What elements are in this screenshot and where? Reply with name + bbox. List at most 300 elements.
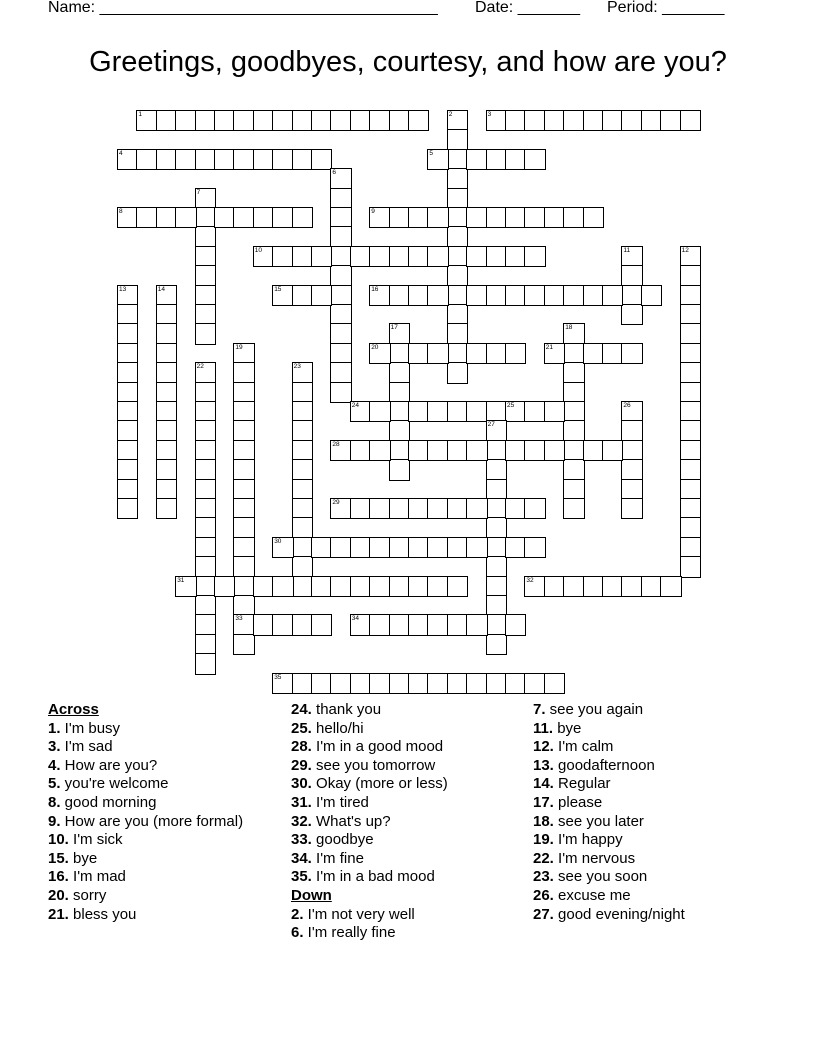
grid-cell[interactable] (408, 498, 429, 519)
grid-cell[interactable] (369, 498, 390, 519)
grid-cell[interactable] (233, 420, 254, 441)
grid-cell[interactable] (621, 285, 642, 306)
grid-cell[interactable] (641, 110, 662, 131)
grid-cell[interactable] (505, 673, 526, 694)
grid-cell[interactable] (195, 653, 216, 674)
grid-cell[interactable] (214, 110, 235, 131)
grid-cell[interactable] (292, 479, 313, 500)
grid-cell[interactable] (195, 401, 216, 422)
grid-cell[interactable] (389, 382, 410, 403)
grid-cell[interactable] (117, 382, 138, 403)
grid-cell[interactable] (233, 576, 254, 597)
grid-cell[interactable] (447, 323, 468, 344)
grid-cell[interactable] (447, 129, 468, 150)
grid-cell[interactable] (447, 285, 468, 306)
grid-cell[interactable] (156, 479, 177, 500)
grid-cell[interactable] (233, 479, 254, 500)
grid-cell[interactable] (486, 110, 507, 131)
grid-cell[interactable] (680, 265, 701, 286)
grid-cell[interactable] (214, 207, 235, 228)
grid-cell[interactable] (427, 614, 448, 635)
grid-cell[interactable] (330, 226, 351, 247)
grid-cell[interactable] (195, 634, 216, 655)
grid-cell[interactable] (233, 362, 254, 383)
grid-cell[interactable] (427, 440, 448, 461)
grid-cell[interactable] (389, 343, 410, 364)
grid-cell[interactable] (350, 576, 371, 597)
grid-cell[interactable] (447, 304, 468, 325)
grid-cell[interactable] (292, 576, 313, 597)
grid-cell[interactable] (195, 479, 216, 500)
grid-cell[interactable] (563, 382, 584, 403)
grid-cell[interactable] (544, 673, 565, 694)
grid-cell[interactable] (544, 343, 565, 364)
grid-cell[interactable] (680, 110, 701, 131)
grid-cell[interactable] (583, 207, 604, 228)
grid-cell[interactable] (680, 440, 701, 461)
grid-cell[interactable] (156, 343, 177, 364)
grid-cell[interactable] (680, 498, 701, 519)
grid-cell[interactable] (602, 343, 623, 364)
grid-cell[interactable] (195, 382, 216, 403)
grid-cell[interactable] (602, 110, 623, 131)
grid-cell[interactable] (447, 149, 468, 170)
grid-cell[interactable] (641, 576, 662, 597)
grid-cell[interactable] (602, 576, 623, 597)
grid-cell[interactable] (486, 576, 507, 597)
grid-cell[interactable] (466, 246, 487, 267)
grid-cell[interactable] (466, 537, 487, 558)
grid-cell[interactable] (447, 226, 468, 247)
grid-cell[interactable] (350, 440, 371, 461)
grid-cell[interactable] (195, 614, 216, 635)
grid-cell[interactable] (621, 440, 642, 461)
grid-cell[interactable] (466, 440, 487, 461)
grid-cell[interactable] (427, 149, 448, 170)
grid-cell[interactable] (505, 537, 526, 558)
grid-cell[interactable] (466, 149, 487, 170)
grid-cell[interactable] (389, 459, 410, 480)
grid-cell[interactable] (311, 285, 332, 306)
grid-cell[interactable] (156, 401, 177, 422)
grid-cell[interactable] (253, 149, 274, 170)
grid-cell[interactable] (583, 110, 604, 131)
grid-cell[interactable] (408, 207, 429, 228)
grid-cell[interactable] (486, 479, 507, 500)
grid-cell[interactable] (195, 246, 216, 267)
grid-cell[interactable] (350, 537, 371, 558)
grid-cell[interactable] (447, 440, 468, 461)
grid-cell[interactable] (350, 673, 371, 694)
grid-cell[interactable] (524, 246, 545, 267)
grid-cell[interactable] (486, 420, 507, 441)
grid-cell[interactable] (369, 440, 390, 461)
grid-cell[interactable] (253, 576, 274, 597)
grid-cell[interactable] (389, 207, 410, 228)
period-field[interactable]: Period: _______ (607, 0, 725, 16)
grid-cell[interactable] (292, 614, 313, 635)
grid-cell[interactable] (389, 362, 410, 383)
grid-cell[interactable] (253, 614, 274, 635)
grid-cell[interactable] (330, 323, 351, 344)
grid-cell[interactable] (195, 537, 216, 558)
grid-cell[interactable] (311, 246, 332, 267)
grid-cell[interactable] (117, 440, 138, 461)
grid-cell[interactable] (292, 440, 313, 461)
grid-cell[interactable] (292, 149, 313, 170)
name-field[interactable]: Name: ______________________________________ (48, 0, 438, 16)
grid-cell[interactable] (466, 401, 487, 422)
grid-cell[interactable] (311, 537, 332, 558)
grid-cell[interactable] (117, 498, 138, 519)
grid-cell[interactable] (117, 207, 138, 228)
grid-cell[interactable] (544, 440, 565, 461)
grid-cell[interactable] (563, 110, 584, 131)
grid-cell[interactable] (233, 110, 254, 131)
grid-cell[interactable] (233, 537, 254, 558)
grid-cell[interactable] (447, 537, 468, 558)
grid-cell[interactable] (350, 110, 371, 131)
grid-cell[interactable] (427, 343, 448, 364)
grid-cell[interactable] (195, 517, 216, 538)
grid-cell[interactable] (602, 285, 623, 306)
grid-cell[interactable] (680, 401, 701, 422)
grid-cell[interactable] (427, 576, 448, 597)
grid-cell[interactable] (505, 440, 526, 461)
grid-cell[interactable] (389, 440, 410, 461)
grid-cell[interactable] (486, 517, 507, 538)
grid-cell[interactable] (389, 401, 410, 422)
grid-cell[interactable] (292, 537, 313, 558)
grid-cell[interactable] (505, 285, 526, 306)
grid-cell[interactable] (350, 401, 371, 422)
grid-cell[interactable] (330, 265, 351, 286)
grid-cell[interactable] (272, 285, 293, 306)
grid-cell[interactable] (292, 459, 313, 480)
grid-cell[interactable] (389, 498, 410, 519)
grid-cell[interactable] (466, 207, 487, 228)
grid-cell[interactable] (330, 362, 351, 383)
grid-cell[interactable] (447, 343, 468, 364)
grid-cell[interactable] (583, 285, 604, 306)
grid-cell[interactable] (524, 110, 545, 131)
grid-cell[interactable] (563, 576, 584, 597)
grid-cell[interactable] (233, 517, 254, 538)
grid-cell[interactable] (563, 459, 584, 480)
grid-cell[interactable] (175, 207, 196, 228)
grid-cell[interactable] (524, 285, 545, 306)
grid-cell[interactable] (292, 673, 313, 694)
grid-cell[interactable] (369, 614, 390, 635)
grid-cell[interactable] (350, 498, 371, 519)
grid-cell[interactable] (447, 265, 468, 286)
grid-cell[interactable] (195, 149, 216, 170)
grid-cell[interactable] (136, 207, 157, 228)
grid-cell[interactable] (330, 110, 351, 131)
grid-cell[interactable] (369, 576, 390, 597)
grid-cell[interactable] (427, 207, 448, 228)
grid-cell[interactable] (563, 207, 584, 228)
grid-cell[interactable] (524, 207, 545, 228)
grid-cell[interactable] (583, 576, 604, 597)
grid-cell[interactable] (175, 110, 196, 131)
grid-cell[interactable] (660, 110, 681, 131)
grid-cell[interactable] (544, 401, 565, 422)
grid-cell[interactable] (680, 323, 701, 344)
grid-cell[interactable] (427, 246, 448, 267)
grid-cell[interactable] (680, 285, 701, 306)
grid-cell[interactable] (563, 362, 584, 383)
grid-cell[interactable] (563, 323, 584, 344)
grid-cell[interactable] (272, 673, 293, 694)
grid-cell[interactable] (156, 362, 177, 383)
grid-cell[interactable] (233, 343, 254, 364)
grid-cell[interactable] (466, 498, 487, 519)
grid-cell[interactable] (117, 362, 138, 383)
grid-cell[interactable] (408, 537, 429, 558)
grid-cell[interactable] (466, 343, 487, 364)
grid-cell[interactable] (136, 149, 157, 170)
grid-cell[interactable] (505, 498, 526, 519)
grid-cell[interactable] (427, 498, 448, 519)
grid-cell[interactable] (486, 246, 507, 267)
grid-cell[interactable] (330, 537, 351, 558)
grid-cell[interactable] (195, 285, 216, 306)
grid-cell[interactable] (233, 595, 254, 616)
grid-cell[interactable] (563, 343, 584, 364)
grid-cell[interactable] (195, 110, 216, 131)
grid-cell[interactable] (486, 614, 507, 635)
grid-cell[interactable] (680, 537, 701, 558)
grid-cell[interactable] (272, 537, 293, 558)
grid-cell[interactable] (369, 343, 390, 364)
grid-cell[interactable] (621, 110, 642, 131)
grid-cell[interactable] (233, 149, 254, 170)
grid-cell[interactable] (544, 207, 565, 228)
grid-cell[interactable] (272, 246, 293, 267)
grid-cell[interactable] (466, 673, 487, 694)
grid-cell[interactable] (350, 614, 371, 635)
grid-cell[interactable] (621, 265, 642, 286)
grid-cell[interactable] (486, 149, 507, 170)
grid-cell[interactable] (330, 440, 351, 461)
grid-cell[interactable] (621, 498, 642, 519)
grid-cell[interactable] (253, 246, 274, 267)
grid-cell[interactable] (505, 614, 526, 635)
grid-cell[interactable] (369, 110, 390, 131)
grid-cell[interactable] (117, 304, 138, 325)
grid-cell[interactable] (544, 285, 565, 306)
grid-cell[interactable] (427, 285, 448, 306)
grid-cell[interactable] (621, 304, 642, 325)
grid-cell[interactable] (156, 459, 177, 480)
grid-cell[interactable] (195, 420, 216, 441)
grid-cell[interactable] (680, 420, 701, 441)
grid-cell[interactable] (389, 614, 410, 635)
grid-cell[interactable] (408, 614, 429, 635)
grid-cell[interactable] (389, 537, 410, 558)
grid-cell[interactable] (408, 673, 429, 694)
grid-cell[interactable] (544, 576, 565, 597)
grid-cell[interactable] (680, 304, 701, 325)
grid-cell[interactable] (330, 343, 351, 364)
grid-cell[interactable] (563, 479, 584, 500)
grid-cell[interactable] (233, 634, 254, 655)
grid-cell[interactable] (292, 110, 313, 131)
grid-cell[interactable] (369, 673, 390, 694)
grid-cell[interactable] (389, 673, 410, 694)
grid-cell[interactable] (195, 459, 216, 480)
grid-cell[interactable] (680, 382, 701, 403)
grid-cell[interactable] (486, 556, 507, 577)
grid-cell[interactable] (524, 673, 545, 694)
grid-cell[interactable] (621, 459, 642, 480)
grid-cell[interactable] (292, 362, 313, 383)
grid-cell[interactable] (233, 440, 254, 461)
grid-cell[interactable] (447, 576, 468, 597)
grid-cell[interactable] (602, 440, 623, 461)
grid-cell[interactable] (447, 110, 468, 131)
grid-cell[interactable] (563, 401, 584, 422)
grid-cell[interactable] (505, 149, 526, 170)
grid-cell[interactable] (369, 207, 390, 228)
grid-cell[interactable] (292, 285, 313, 306)
grid-cell[interactable] (505, 343, 526, 364)
grid-cell[interactable] (233, 207, 254, 228)
grid-cell[interactable] (156, 440, 177, 461)
grid-cell[interactable] (486, 401, 507, 422)
grid-cell[interactable] (156, 304, 177, 325)
grid-cell[interactable] (505, 207, 526, 228)
grid-cell[interactable] (195, 556, 216, 577)
grid-cell[interactable] (195, 323, 216, 344)
grid-cell[interactable] (330, 498, 351, 519)
grid-cell[interactable] (253, 110, 274, 131)
grid-cell[interactable] (408, 246, 429, 267)
grid-cell[interactable] (330, 246, 351, 267)
grid-cell[interactable] (447, 362, 468, 383)
grid-cell[interactable] (311, 576, 332, 597)
grid-cell[interactable] (524, 576, 545, 597)
grid-cell[interactable] (621, 420, 642, 441)
grid-cell[interactable] (486, 537, 507, 558)
grid-cell[interactable] (311, 110, 332, 131)
grid-cell[interactable] (311, 149, 332, 170)
grid-cell[interactable] (583, 343, 604, 364)
grid-cell[interactable] (330, 382, 351, 403)
grid-cell[interactable] (621, 479, 642, 500)
grid-cell[interactable] (408, 110, 429, 131)
grid-cell[interactable] (214, 576, 235, 597)
grid-cell[interactable] (195, 498, 216, 519)
grid-cell[interactable] (272, 207, 293, 228)
grid-cell[interactable] (330, 285, 351, 306)
grid-cell[interactable] (389, 576, 410, 597)
grid-cell[interactable] (117, 323, 138, 344)
grid-cell[interactable] (621, 576, 642, 597)
grid-cell[interactable] (233, 614, 254, 635)
grid-cell[interactable] (486, 595, 507, 616)
grid-cell[interactable] (117, 343, 138, 364)
grid-cell[interactable] (524, 401, 545, 422)
grid-cell[interactable] (505, 246, 526, 267)
grid-cell[interactable] (272, 576, 293, 597)
grid-cell[interactable] (195, 595, 216, 616)
grid-cell[interactable] (447, 188, 468, 209)
grid-cell[interactable] (563, 420, 584, 441)
grid-cell[interactable] (389, 285, 410, 306)
grid-cell[interactable] (621, 401, 642, 422)
grid-cell[interactable] (447, 401, 468, 422)
grid-cell[interactable] (330, 188, 351, 209)
grid-cell[interactable] (233, 382, 254, 403)
grid-cell[interactable] (408, 343, 429, 364)
grid-cell[interactable] (447, 168, 468, 189)
grid-cell[interactable] (486, 440, 507, 461)
grid-cell[interactable] (117, 479, 138, 500)
grid-cell[interactable] (447, 498, 468, 519)
grid-cell[interactable] (195, 207, 216, 228)
grid-cell[interactable] (292, 517, 313, 538)
grid-cell[interactable] (641, 285, 662, 306)
grid-cell[interactable] (680, 246, 701, 267)
grid-cell[interactable] (505, 401, 526, 422)
grid-cell[interactable] (680, 556, 701, 577)
grid-cell[interactable] (427, 401, 448, 422)
grid-cell[interactable] (292, 382, 313, 403)
grid-cell[interactable] (292, 207, 313, 228)
grid-cell[interactable] (156, 323, 177, 344)
grid-cell[interactable] (524, 537, 545, 558)
grid-cell[interactable] (136, 110, 157, 131)
grid-cell[interactable] (583, 440, 604, 461)
grid-cell[interactable] (680, 362, 701, 383)
grid-cell[interactable] (156, 110, 177, 131)
grid-cell[interactable] (292, 498, 313, 519)
grid-cell[interactable] (233, 401, 254, 422)
grid-cell[interactable] (195, 188, 216, 209)
grid-cell[interactable] (330, 304, 351, 325)
grid-cell[interactable] (195, 362, 216, 383)
grid-cell[interactable] (156, 382, 177, 403)
grid-cell[interactable] (563, 440, 584, 461)
grid-cell[interactable] (544, 110, 565, 131)
grid-cell[interactable] (292, 246, 313, 267)
grid-cell[interactable] (427, 537, 448, 558)
grid-cell[interactable] (117, 459, 138, 480)
grid-cell[interactable] (311, 614, 332, 635)
grid-cell[interactable] (524, 498, 545, 519)
grid-cell[interactable] (389, 420, 410, 441)
grid-cell[interactable] (117, 285, 138, 306)
grid-cell[interactable] (680, 479, 701, 500)
grid-cell[interactable] (408, 576, 429, 597)
grid-cell[interactable] (195, 576, 216, 597)
grid-cell[interactable] (195, 265, 216, 286)
grid-cell[interactable] (621, 343, 642, 364)
grid-cell[interactable] (486, 343, 507, 364)
grid-cell[interactable] (214, 149, 235, 170)
grid-cell[interactable] (408, 285, 429, 306)
grid-cell[interactable] (369, 401, 390, 422)
grid-cell[interactable] (272, 110, 293, 131)
grid-cell[interactable] (330, 576, 351, 597)
grid-cell[interactable] (408, 401, 429, 422)
grid-cell[interactable] (486, 285, 507, 306)
grid-cell[interactable] (486, 634, 507, 655)
grid-cell[interactable] (563, 285, 584, 306)
grid-cell[interactable] (621, 246, 642, 267)
